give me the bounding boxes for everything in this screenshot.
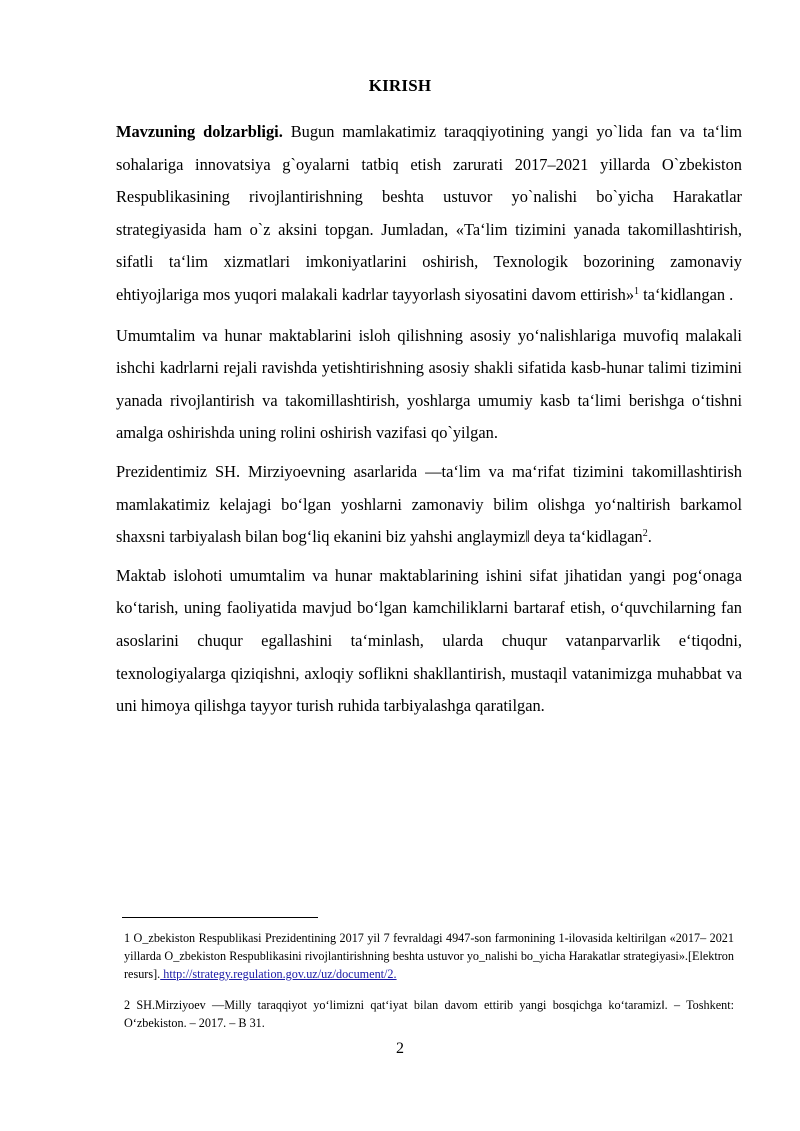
footnote-separator: [122, 917, 318, 918]
paragraph-relevance: [116, 116, 742, 312]
footnote-text: 1 O_zbekiston Respublikasi Prezidentining 2017 yil 7 fevraldagi 4947-son farmonining 1-ilovasida keltirilgan «2017– 2021 yillarda O_zbekiston Respublikasini rivojlantirishning beshta ustuvor yo_nalishi bo_yicha Harakatlar strategiyasi».[Elektron resurs].: [124, 931, 734, 981]
section-heading: KIRISH: [368, 76, 432, 95]
footnote-1: [124, 929, 734, 983]
paragraph-text: Prezidentimiz SH. Mirziyoevning asarlarida ―ta‘lim va ma‘rifat tizimini takomillashtirish mamlakatimiz kelajagi bo‘lgan yoshlarni zamonaviy bilim olishga yo‘naltirish barkamol shaxsni tarbiyalash bilan bog‘liq ekanini biz yahshi anglaymiz‖ deya ta‘kidlagan: [116, 461, 742, 547]
paragraph-lead: Mavzuning dolzarbligi.: [116, 122, 283, 141]
paragraph-tail: ta‘kidlangan .: [639, 284, 734, 304]
body-text: [116, 116, 742, 729]
paragraph-text: Bugun mamlakatimiz taraqqiyotining yangi yo`lida fan va ta‘lim sohalariga innovatsiya g`oyalarni tatbiq etish zarurati 2017–2021 yillarda O`zbekiston Respublikasining rivojlantirishning beshta ustuvor yo`nalishi bo`yicha Harakatlar strategiyasida ham o`z aksini topgan. Jumladan, «Ta‘lim tizimini yanada takomillashtirish, sifatli ta‘lim xizmatlari imkoniyatlarini oshirish, Texnologik bozorining zamonaviy ehtiyojlariga mos yuqori malakali kadrlar tayyorlash siyosatini davom ettirish»: [116, 122, 742, 304]
paragraph-tail: .: [647, 527, 652, 547]
page-number: 2: [396, 1040, 404, 1057]
footnotes: [124, 929, 734, 1032]
paragraph-school-reform: Maktab islohoti umumtalim va hunar maktablarining ishini sifat jihatidan yangi pog‘onaga ko‘tarish, uning faoliyatida mavjud bo‘lgan kamchiliklarni bartaraf etish, o‘quvchilarning fan asoslarini chuqur egallashini ta‘minlash, ularda chuqur vatanparvarlik e‘tiqodni, texnologiyalarga qiziqishni, axloqiy soflikni shakllantirish, mustaqil vatanimizga muhabbat va uni himoya qilishga tayyor turish ruhida tarbiyalashga qaratilgan.: [116, 565, 742, 716]
footnote-ref-2[interactable]: 2: [642, 528, 648, 540]
paragraph-reform: Umumtalim va hunar maktablarini isloh qilishning asosiy yo‘nalishlariga muvofiq malakali ishchi kadrlarni rejali ravishda yetishtirishning asosiy shakli sifatida kasb-hunar talimi tizimini yanada rivojlantirish va takomillashtirish, yoshlarga umumiy kasb ta‘limi berishga o‘tishni amalga oshirishda uning rolini oshirish vazifasi qo`yilgan.: [116, 325, 742, 443]
footnote-ref-1[interactable]: 1: [634, 285, 640, 297]
footnote-link[interactable]: http://strategy.regulation.gov.uz/uz/document/2.: [160, 967, 397, 981]
footnote-2: 2 SH.Mirziyoev ―Milly taraqqiyot yo‘limizni qat‘iyat bilan davom ettirib yangi bosqichga ko‘taramiz‖. – Toshkent: O‘zbekiston. – 2017. – B 31.: [124, 998, 734, 1030]
paragraph-president: [116, 456, 742, 554]
